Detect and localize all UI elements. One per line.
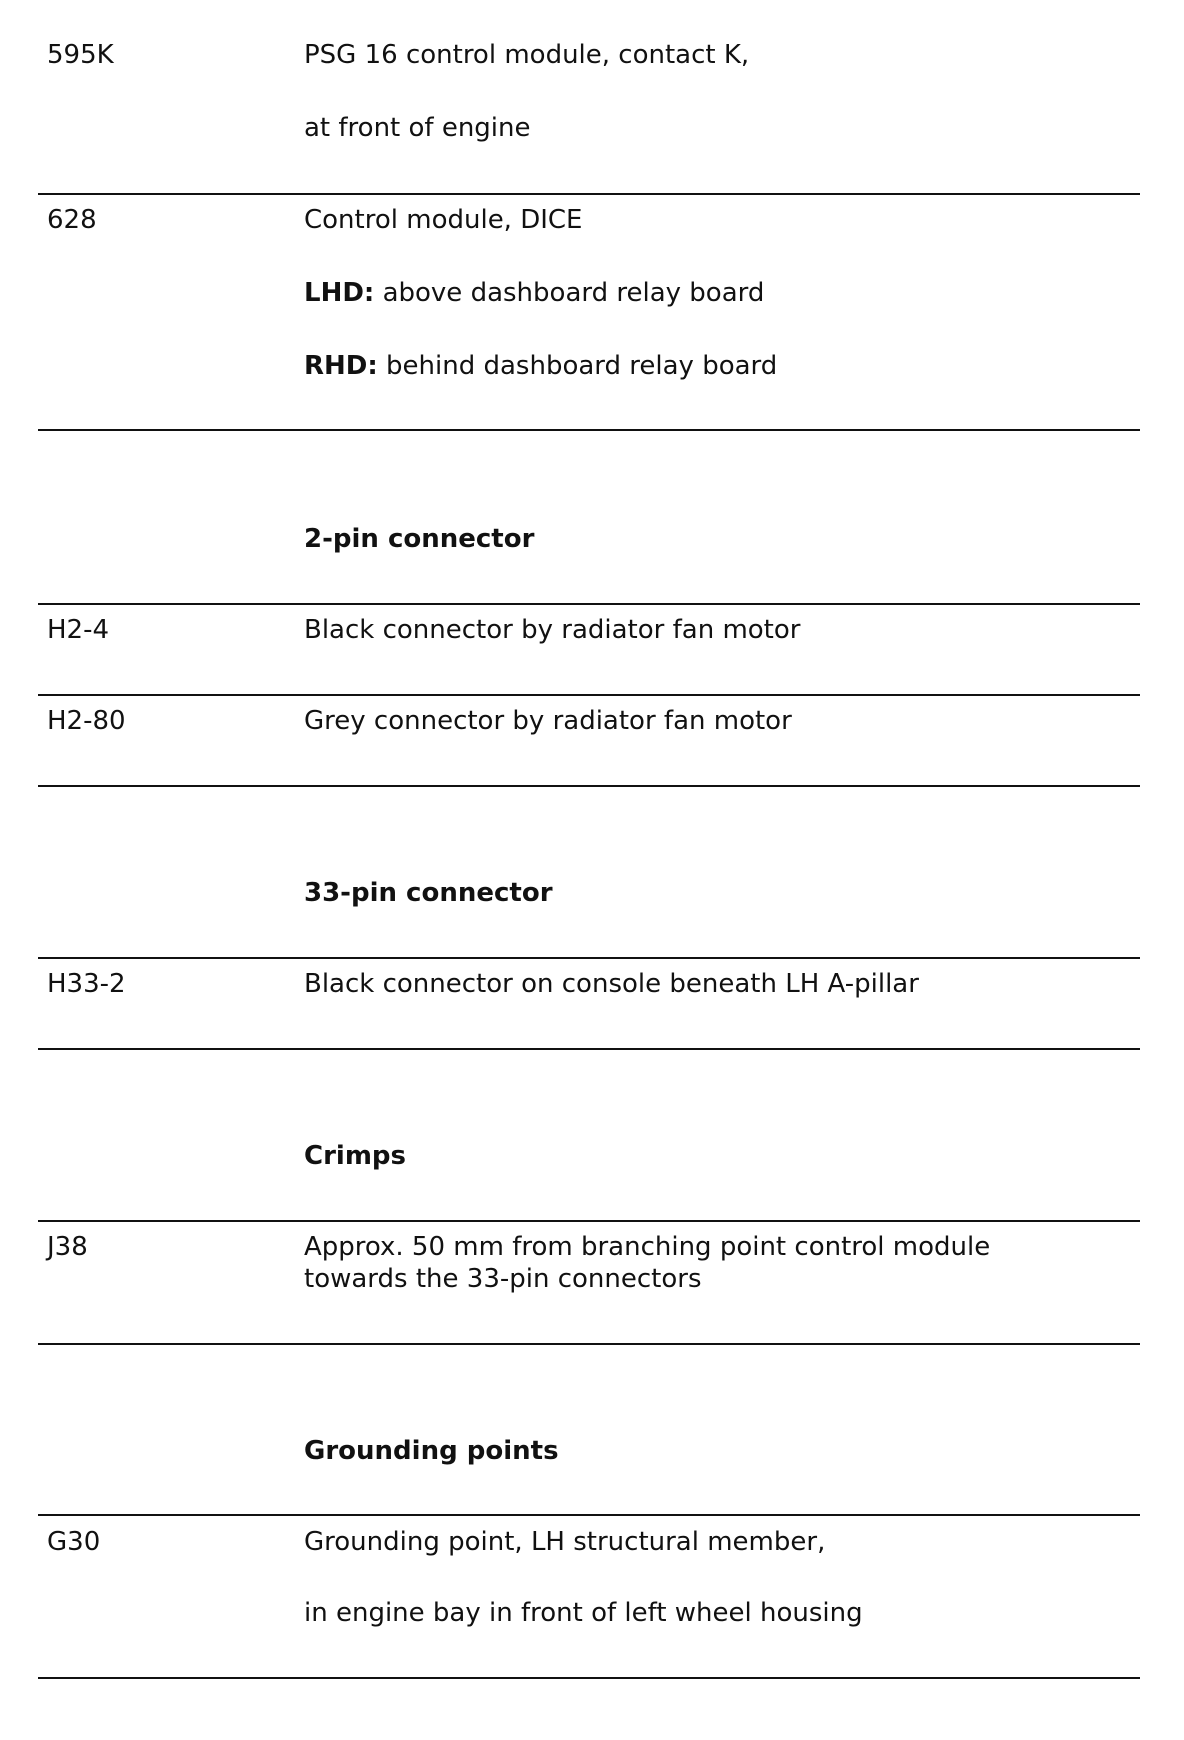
row-divider [38, 193, 1140, 195]
lhd-location [304, 277, 764, 309]
lhd-text: above dashboard relay board [374, 278, 765, 308]
component-location: at front of engine [304, 113, 531, 143]
section-heading-crimps: Crimps [304, 1141, 406, 1171]
component-description-cont: towards the 33-pin connectors [304, 1264, 702, 1294]
row-divider [38, 1343, 1140, 1345]
component-location: in engine bay in front of left wheel housing [304, 1598, 863, 1628]
row-divider [38, 1048, 1140, 1050]
rhd-location [304, 350, 777, 382]
component-code: 595K [47, 40, 114, 70]
row-divider [38, 957, 1140, 959]
component-description: Approx. 50 mm from branching point control module [304, 1232, 991, 1262]
component-code: G30 [47, 1527, 101, 1557]
row-divider [38, 1220, 1140, 1222]
component-code: H2-4 [47, 615, 110, 645]
component-code: H2-80 [47, 706, 126, 736]
component-code: J38 [47, 1232, 88, 1262]
row-divider [38, 1677, 1140, 1679]
component-description: PSG 16 control module, contact K, [304, 40, 750, 70]
component-description: Black connector by radiator fan motor [304, 615, 801, 645]
row-divider [38, 1514, 1140, 1516]
rhd-text: behind dashboard relay board [377, 351, 778, 381]
row-divider [38, 785, 1140, 787]
component-description: Black connector on console beneath LH A-pillar [304, 969, 919, 999]
component-description: Control module, DICE [304, 205, 583, 235]
rhd-label: RHD: [304, 351, 378, 381]
component-code: H33-2 [47, 969, 126, 999]
lhd-label: LHD: [304, 278, 375, 308]
component-description: Grey connector by radiator fan motor [304, 706, 792, 736]
section-heading-33-pin: 33-pin connector [304, 878, 553, 908]
component-code: 628 [47, 205, 97, 235]
row-divider [38, 603, 1140, 605]
component-description: Grounding point, LH structural member, [304, 1527, 826, 1557]
row-divider [38, 694, 1140, 696]
section-heading-grounding: Grounding points [304, 1436, 559, 1466]
row-divider [38, 429, 1140, 431]
section-heading-2-pin: 2-pin connector [304, 524, 535, 554]
